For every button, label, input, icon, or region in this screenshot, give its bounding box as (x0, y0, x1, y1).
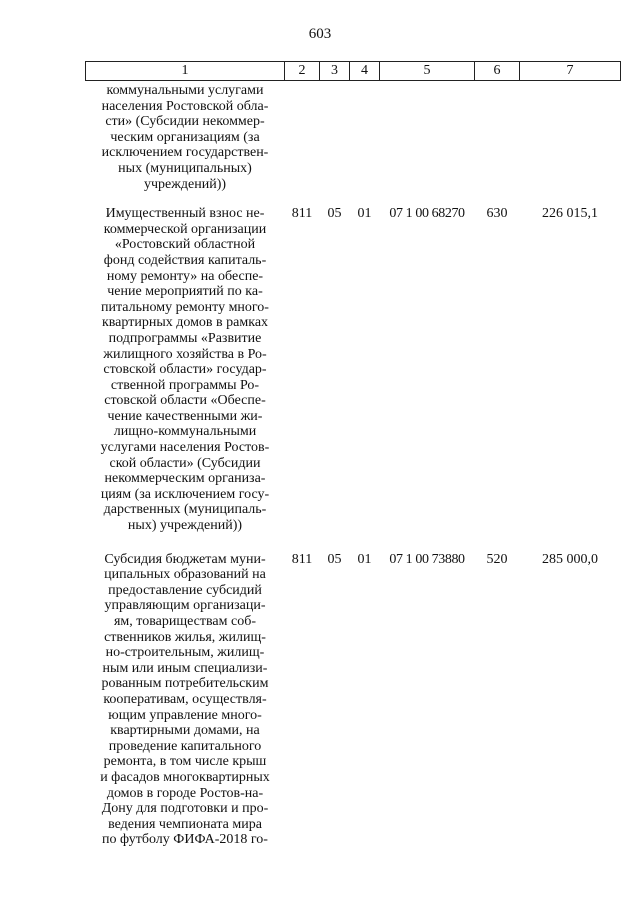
row-description: Субсидия бюджетам муни- ципальных образований на предоставление субсидий управляющим организаци- ям, товариществам соб- ственников жилья, жилищ- но-строительным, жилищ- ным или иным специализи- рованным потребительским кооперативам, осуществля- ющим управление много- квартирными домами, на проведение капитального ремонта, в том числе крыш и фасадов многоквартирных домов в городе Ростов-на- Дону для подготовки и про- ведения чемпионата мира по футболу ФИФА-2018 го- (100, 551, 270, 848)
row-ministry-code (285, 81, 320, 193)
row-amount (520, 81, 621, 193)
column-header-2: 2 (285, 62, 320, 81)
row-target-code: 07 1 00 73880 (389, 551, 465, 567)
row-ministry-code: 811 (291, 206, 313, 222)
page-number: 603 (308, 26, 332, 42)
row-subsection-code: 01 (357, 206, 372, 222)
column-header-5: 5 (380, 62, 475, 81)
column-header-1: 1 (86, 62, 285, 81)
row-amount: 226 015,1 (542, 206, 598, 222)
column-header-4: 4 (350, 62, 380, 81)
budget-table (85, 61, 621, 848)
row-section-code: 05 (327, 206, 342, 222)
row-expense-type: 520 (486, 551, 508, 567)
row-section-code: 05 (327, 551, 342, 567)
row-target-code (380, 81, 475, 193)
row-expense-type (475, 81, 520, 193)
table-row (86, 534, 621, 848)
column-header-6: 6 (475, 62, 520, 81)
row-description: Имущественный взнос не- коммерческой организации «Ростовский областной фонд содействия капиталь- ному ремонту» на обеспе- чение мероприятий по ка- питальному ремонту много- квартирных домов в рамках подпрограммы «Развитие жилищного хозяйства в Ро- стовской области» государ- ственной программы Ро- стовской области «Обеспе- чение качественными жи- лищно-коммунальными услугами населения Ростов- ской области» (Субсидии некоммерческим организа- циям (за исключением госу- дарственных (муниципаль- ных) учреждений)) (100, 206, 270, 534)
table-row (86, 192, 621, 533)
column-header-3: 3 (320, 62, 350, 81)
row-ministry-code: 811 (291, 551, 313, 567)
row-expense-type: 630 (486, 206, 508, 222)
row-subsection-code (350, 81, 380, 193)
column-header-7: 7 (520, 62, 621, 81)
row-amount: 285 000,0 (542, 551, 598, 567)
column-number-row (86, 62, 621, 81)
row-subsection-code: 01 (357, 551, 372, 567)
row-section-code (320, 81, 350, 193)
row-description: коммунальными услугами населения Ростовской обла- сти» (Субсидии некоммер- ческим организациям (за исключением государствен- ных (муниципальных) учреждений)) (101, 83, 269, 192)
row-target-code: 07 1 00 68270 (389, 206, 465, 222)
table-row (86, 81, 621, 193)
